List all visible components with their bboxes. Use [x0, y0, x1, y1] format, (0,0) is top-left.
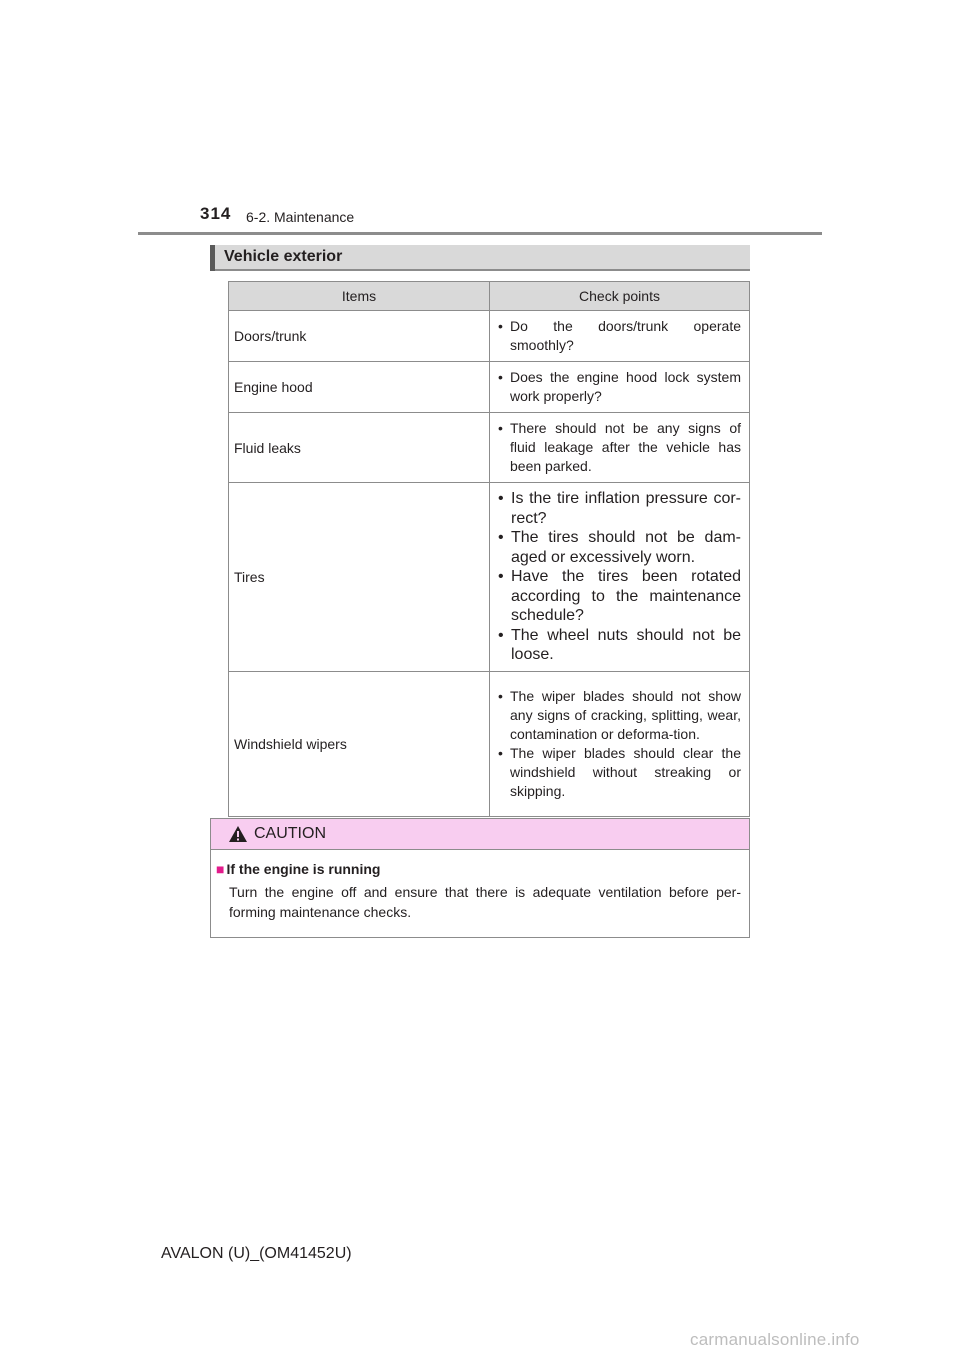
table-row: [229, 311, 750, 362]
table-row: [229, 362, 750, 413]
caution-box: [210, 818, 750, 938]
watermark: carmanualsonline.info: [690, 1330, 860, 1349]
table-row: [229, 413, 750, 483]
check-point: • There should not be any signs of fluid leakage after the vehicle has been parked.: [498, 419, 741, 476]
check-points-cell: [490, 483, 750, 672]
check-point: • Does the engine hood lock system work properly?: [498, 368, 741, 406]
caution-heading-text: If the engine is running: [226, 861, 381, 877]
check-point: • Do the doors/trunk operate smoothly?: [498, 317, 741, 355]
heading-accent: [210, 245, 215, 271]
section-heading: Vehicle exterior: [224, 248, 343, 265]
check-point: • The wiper blades should not show any signs of cracking, splitting, wear, contamination or deforma-tion.: [498, 687, 741, 744]
column-header-items: Items: [229, 282, 490, 311]
table-header-row: [229, 282, 750, 311]
item-cell: Windshield wipers: [229, 671, 490, 816]
footer-model-code: AVALON (U)_(OM41452U): [161, 1245, 352, 1262]
section-heading-bar: [210, 245, 750, 271]
section-title: 6-2. Maintenance: [246, 209, 355, 225]
item-cell: Tires: [229, 483, 490, 672]
check-point: • The wiper blades should clear the windshield without streaking or skipping.: [498, 744, 741, 801]
caution-heading: [216, 861, 380, 877]
caution-body: Turn the engine off and ensure that there is adequate ventilation before per-forming maintenance checks.: [229, 884, 741, 920]
check-points-cell: [490, 362, 750, 413]
column-header-check-points: Check points: [490, 282, 750, 311]
caution-label: CAUTION: [254, 825, 326, 842]
item-cell: Engine hood: [229, 362, 490, 413]
table-row: [229, 671, 750, 816]
table-row: [229, 483, 750, 672]
check-point: • Have the tires been rotated according to the maintenance schedule?: [498, 567, 741, 626]
check-table: [228, 281, 750, 817]
header-rule: [138, 232, 822, 235]
square-bullet-icon: ■: [216, 861, 225, 877]
check-point: • The tires should not be dam-aged or excessively worn.: [498, 528, 741, 567]
page-number: 314: [200, 204, 232, 223]
item-cell: Doors/trunk: [229, 311, 490, 362]
warning-triangle-icon: [228, 825, 248, 843]
caution-header: [211, 819, 749, 850]
check-point: • Is the tire inflation pressure cor-rect?: [498, 489, 741, 528]
check-points-cell: [490, 413, 750, 483]
check-point: • The wheel nuts should not be loose.: [498, 626, 741, 665]
check-points-cell: [490, 311, 750, 362]
item-cell: Fluid leaks: [229, 413, 490, 483]
check-points-cell: [490, 671, 750, 816]
